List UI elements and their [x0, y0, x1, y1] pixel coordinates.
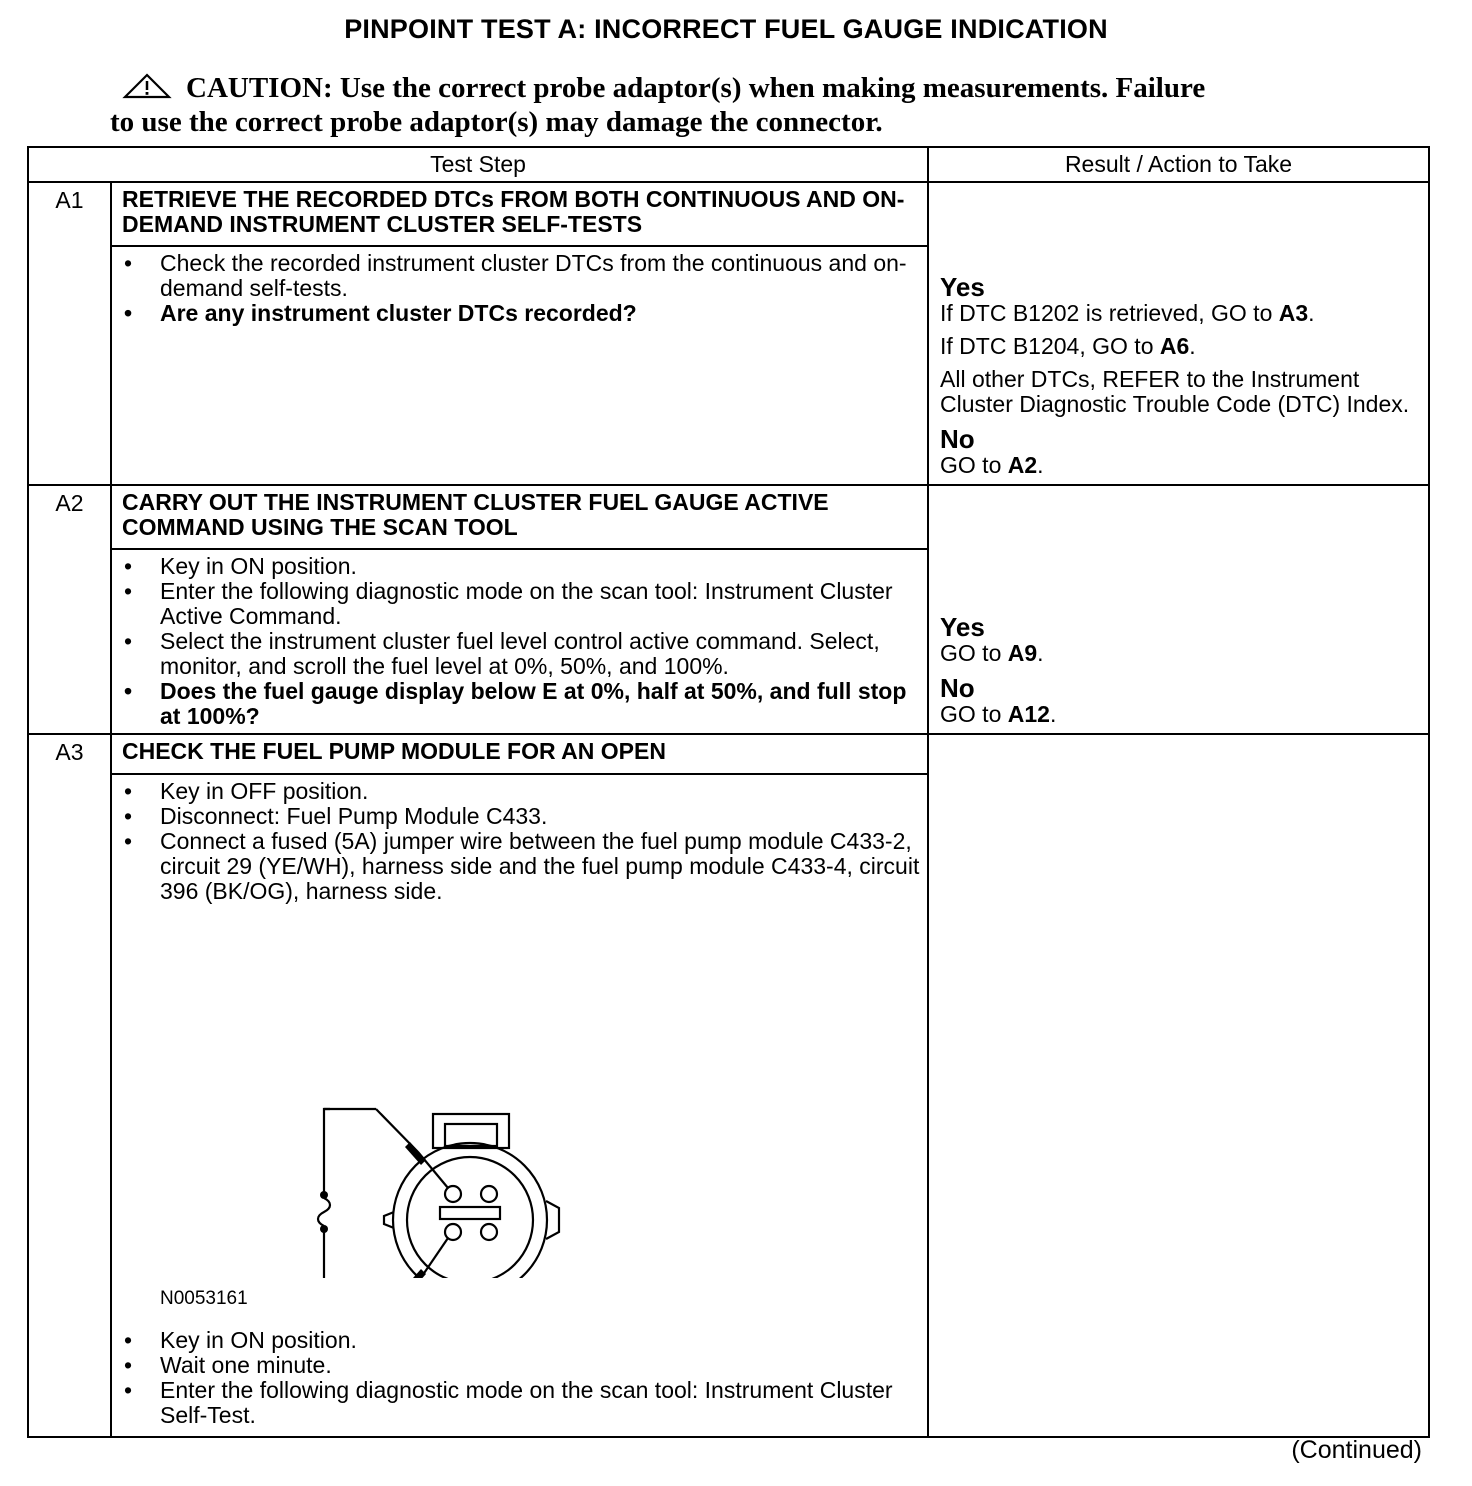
caution-label: CAUTION: [186, 72, 333, 104]
a2-no-action: GO to A12. [940, 701, 1057, 727]
step-a1-heading-row [28, 182, 1429, 246]
list-item: • Connect a fused (5A) jumper wire between the fuel pump module C433-2, circuit 29 (YE/WH), harness side and the fuel pump module C433-4, circuit 396 (BK/OG), harness side. [124, 829, 927, 904]
step-a3-heading: CHECK THE FUEL PUMP MODULE FOR AN OPEN [111, 734, 928, 774]
caution-text-line2: to use the correct probe adaptor(s) may damage the connector. [110, 106, 883, 138]
list-item: • Enter the following diagnostic mode on the scan tool: Instrument Cluster Self-Test. [124, 1378, 927, 1428]
list-item: • Key in OFF position. [124, 779, 927, 804]
list-item: • Does the fuel gauge display below E at 0%, half at 50%, and full stop at 100%? [124, 679, 927, 729]
step-a3-body [111, 774, 928, 1437]
a1-yes-2: If DTC B1204, GO to A6. [940, 333, 1196, 359]
figure-id: N0053161 [160, 1288, 248, 1309]
step-a2-result [928, 485, 1429, 734]
list-item: • Key in ON position. [124, 554, 927, 579]
step-a3-heading-row [28, 734, 1429, 774]
step-a1-heading: RETRIEVE THE RECORDED DTCs FROM BOTH CONTINUOUS AND ON-DEMAND INSTRUMENT CLUSTER SELF-TESTS [111, 182, 928, 246]
list-item: • Wait one minute. [124, 1353, 927, 1378]
list-item: • Are any instrument cluster DTCs recorded? [124, 301, 927, 326]
step-a2-heading: CARRY OUT THE INSTRUMENT CLUSTER FUEL GAUGE ACTIVE COMMAND USING THE SCAN TOOL [111, 485, 928, 549]
list-item: • Enter the following diagnostic mode on the scan tool: Instrument Cluster Active Command. [124, 579, 927, 629]
step-a2-body [111, 549, 928, 734]
a1-yes-label: Yes [940, 272, 985, 302]
header-test-step: Test Step [28, 147, 928, 182]
warning-triangle-icon [122, 73, 172, 106]
fuel-pump-connector-illustration [112, 908, 929, 1278]
step-id-a1: A1 [28, 182, 111, 246]
a1-yes-1: If DTC B1202 is retrieved, GO to A3. [940, 300, 1315, 326]
table-header-row [28, 147, 1429, 182]
a1-no-action: GO to A2. [940, 452, 1044, 478]
step-a1-result [928, 182, 1429, 485]
page-title: PINPOINT TEST A: INCORRECT FUEL GAUGE INDICATION [344, 14, 1108, 44]
step-id-a2: A2 [28, 485, 111, 549]
step-a1-body [111, 246, 928, 485]
caution-notice [110, 72, 1310, 138]
list-item: • Check the recorded instrument cluster DTCs from the continuous and on-demand self-tests. [124, 251, 927, 301]
list-item: • Key in ON position. [124, 1328, 927, 1353]
a1-yes-3: All other DTCs, REFER to the Instrument Cluster Diagnostic Trouble Code (DTC) Index. [940, 366, 1410, 417]
a1-no-label: No [940, 424, 975, 454]
step-a3-result [928, 734, 1429, 1437]
step-a2-heading-row [28, 485, 1429, 549]
header-result: Result / Action to Take [928, 147, 1429, 182]
a2-yes-label: Yes [940, 612, 985, 642]
a2-yes-action: GO to A9. [940, 640, 1044, 666]
a2-no-label: No [940, 673, 975, 703]
continued-note: (Continued) [1291, 1436, 1422, 1464]
list-item: • Disconnect: Fuel Pump Module C433. [124, 804, 927, 829]
connector-jumper-diagram [112, 908, 927, 1328]
caution-text-line1: Use the correct probe adaptor(s) when making measurements. Failure [339, 72, 1206, 104]
pinpoint-test-table [27, 146, 1430, 1438]
step-id-a3: A3 [28, 734, 111, 774]
list-item: • Select the instrument cluster fuel level control active command. Select, monitor, and scroll the fuel level at 0%, 50%, and 100%. [124, 629, 927, 679]
